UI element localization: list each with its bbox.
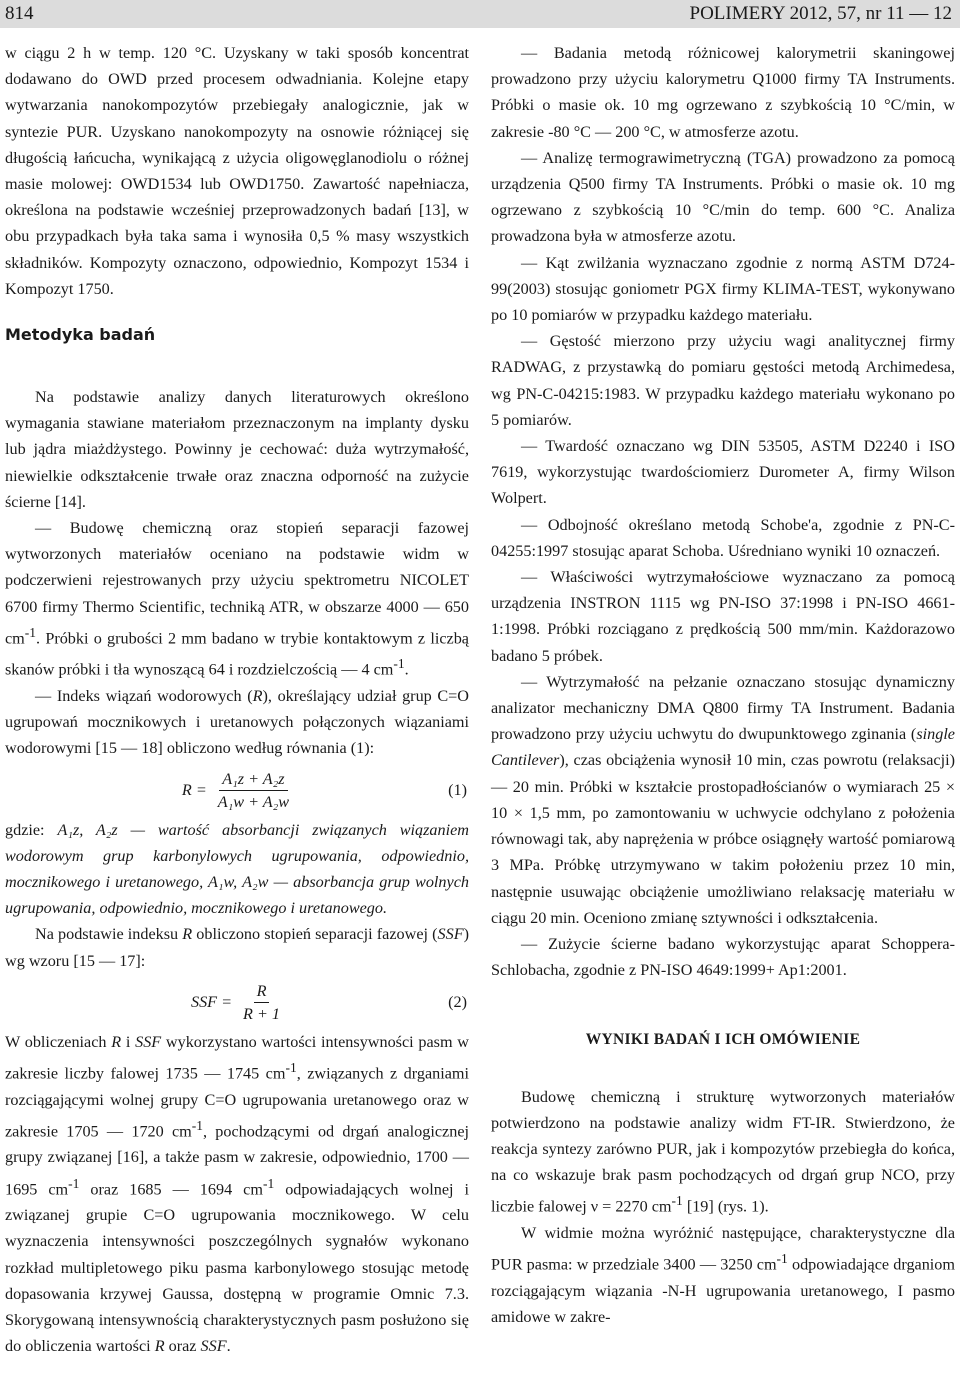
paragraph: w ciągu 2 h w temp. 120 °C. Uzyskany w taki sposób koncentrat dodawano do OWD przed procesem odwadniania. Kolejne etapy wytwarzania nanokompozytów przebiegały analogicznie, jak w syntezie PUR. Uzyskano nanokompozyty na osnowie różniącej się długością łańcucha, wynikającą z użycia oligowęglanodiolu o różnej masie molowej: OWD1534 lub OWD1750. Zawartość napełniacza, określona na podstawie wcześniej przeprowadzonych badań [13], w obu przypadkach była taka sama i wynosiła 0,5 % masy wszystkich składników. Kompozyty oznaczono, odpowiednio, Kompozyt 1534 i Kompozyt 1750. — [5, 44, 469, 298]
paragraph: Na podstawie indeksu R obliczono stopień separacji fazowej (SSF) wg wzoru [15 — 17]: — [5, 925, 469, 970]
equation-denominator: A₁w + A₂w — [217, 792, 290, 811]
equation-2 — [5, 980, 469, 1025]
paragraph: — Zużycie ścierne badano wykorzystując aparat Schoppera-Schlobacha, zgodnie z PN-ISO 4649:1999+ Ap1:2001. — [491, 934, 955, 980]
equation-label: (2) — [448, 993, 467, 1012]
page-number: 814 — [5, 3, 34, 24]
paragraph: — Właściwości wytrzymałościowe wyznaczano za pomocą urządzenia INSTRON 1115 wg PN-ISO 37:1998 i PN-ISO 4661-1:1998. Próbki rozciągano z prędkością 500 mm/min. Każdorazowo badano 5 próbek. — [491, 568, 955, 665]
equation-numerator: R — [254, 980, 270, 1003]
paragraph: Budowę chemiczną i strukturę wytworzonych materiałów potwierdzono na podstawie analizy widm FT-IR. Stwierdzono, że reakcja syntezy zarówno PUR, jak i kompozytów przebiegła do końca, na co wskazuje brak pasm pochodzących od drgań grup NCO, przy liczbie falowej ν = 2270 $cm^{-1}$ [19] (rys. 1). — [491, 1087, 955, 1216]
equation-denominator: R + 1 — [243, 1004, 281, 1023]
equation-lhs: R = — [181, 781, 207, 800]
paragraph: — Indeks wiązań wodorowych (R), określający udział grup C=O ugrupowań mocznikowych i uretanowych połączonych wiązaniami wodorowymi [15 — 18] obliczono według równania (1): — [5, 687, 469, 758]
paragraph: — Gęstość mierzono przy użyciu wagi analitycznej firmy RADWAG, z przystawką do pomiaru gęstości metodą Archimedesa, wg PN-C-04215:1983. W przypadku każdego materiału wykonano po 5 pomiarów. — [491, 332, 955, 429]
page-header — [0, 0, 960, 28]
paragraph: — Twardość oznaczano wg DIN 53505, ASTM D2240 i ISO 7619, wykorzystując twardościomierz Durometer A, firmy Wilson Wolpert. — [491, 437, 955, 508]
equation-lhs: SSF = — [190, 993, 233, 1012]
paragraph: — Budowę chemiczną oraz stopień separacji fazowej wytworzonych materiałów oceniano na podstawie widm w podczerwieni rejestrowanych przy użyciu spektrometru NICOLET 6700 firmy Thermo Scientific, techniką ATR, w obszarze 4000 — 650 $cm^{-1}$. Próbki o grubości 2 mm badano w trybie kontaktowym z liczbą skanów próbki i tła wynoszącą 64 i rozdzielczością — 4 $cm^{-1}$. — [5, 519, 469, 679]
paragraph: — Kąt zwilżania wyznaczano zgodnie z normą ASTM D724-99(2003) stosując goniometr PGX firmy KLIMA-TEST, wykonywano po 10 pomiarów w przypadku każdego materiału. — [491, 253, 955, 325]
paragraph: — Wytrzymałość na pełzanie oznaczano stosując dynamiczny analizator mechaniczny DMA Q800 firmy TA Instrument. Badania prowadzono przy użyciu uchwytu do dwupunktowego zginania (single Cantilever), czas obciążenia wynosił 10 min, czas powrotu (relaksacji) — 20 min. Próbki w kształcie prostopadłościanów o wymiarach 25 × 10 × 1,5 mm, po zamontowaniu w uchwycie odchylano z położenia równowagi tak, aby naprężenia w próbce osiągnęły wartość pomiarową 3 MPa. Próbkę utrzymywano w takim położeniu przez 10 min, następnie usuwając obciążenie umożliwiano relaksację materiału w ciągu 20 min. Oceniono zmianę sztywności i odkształcenia. — [491, 672, 955, 927]
paragraph: — Analizę termograwimetryczną (TGA) prowadzono za pomocą urządzenia Q500 firmy TA Instruments. Próbki o masie ok. 10 mg ogrzewano z szybkością 10 °C/min do temp. 600 °C. Analiza prowadzona była w atmosferze azotu. — [491, 148, 955, 246]
paragraph: — Badania metodą różnicowej kalorymetrii skaningowej prowadzono przy użyciu kalorymetru Q1000 firmy TA Instruments. Próbki o masie ok. 10 mg ogrzewano z szybkością 10 °C/min, w zakresie -80 °C — 200 °C, w atmosferze azotu. — [491, 44, 955, 141]
left-column — [5, 40, 469, 1359]
paragraph: W obliczeniach R i SSF wykorzystano wartości intensywności pasm w zakresie liczby falowej 1735 — 1745 $cm^{-1}$, związanych z drganiami rozciągającymi wolnej grupy C=O ugrupowania uretanowego oraz w zakresie 1705 — 1720 $cm^{-1}$, pochodzącymi od drgań analogicznej grupy związanej [16], a także pasm w zakresie, odpowiednio, 1700 — 1695 $cm^{-1}$ oraz 1685 — 1694 $cm^{-1}$ odpowiadających wolnej i związanej grupie C=O ugrupowania mocznikowego. W celu wyznaczenia intensywności poszczególnych sygnałów wykonano rozkład multipletowego piku pasma karbonylowego stosując metodę dopasowania krzywej Gaussa, dostępną w programie Omnic 7.3. Skorygowaną intensywnością charakterystycznych pasm posłużono się do obliczenia wartości R oraz SSF. — [5, 1032, 470, 1356]
section-heading: Metodyka badań — [5, 325, 156, 345]
equation-1 — [5, 768, 469, 813]
paragraph: W widmie można wyróżnić następujące, charakterystyczne dla PUR pasma: w przedziale 3400 — 3250 $cm^{-1}$ odpowiadające drganiom rozciągającym wiązania -N-H ugrupowania uretanowego, I pasmo amidowe w zakre- — [491, 1223, 955, 1326]
paragraph: gdzie: A₁z, A₂z — wartość absorbancji związanych wiązaniem wodorowym grup karbonylowych ugrupowania, odpowiednio, mocznikowego i uretanowego, A₁w, A₂w — absorbancja grup wolnych ugrupowania, odpowiednio, mocznikowego i uretanowego. — [5, 820, 469, 918]
equation-numerator: A₁z + A₂z — [219, 768, 287, 791]
paragraph: Na podstawie analizy danych literaturowych określono wymagania stawiane materiałom przeznaczonym na implanty dysku lub jądra miażdżystego. Powinny je cechować: duża wytrzymałość, niewielkie odkształcenie trwałe oraz znaczna odporność na zużycie ścierne [14]. — [5, 388, 469, 511]
section-heading: WYNIKI BADAŃ I ICH OMÓWIENIE — [585, 1031, 861, 1049]
equation-label: (1) — [448, 781, 467, 800]
paragraph: — Odbojność określano metodą Schobe'a, zgodnie z PN-C-04255:1997 stosując aparat Schoba. Uśredniano wyniki 10 oznaczeń. — [491, 515, 955, 560]
journal-title: POLIMERY 2012, 57, nr 11 — 12 — [689, 3, 952, 24]
right-column — [491, 40, 955, 1330]
